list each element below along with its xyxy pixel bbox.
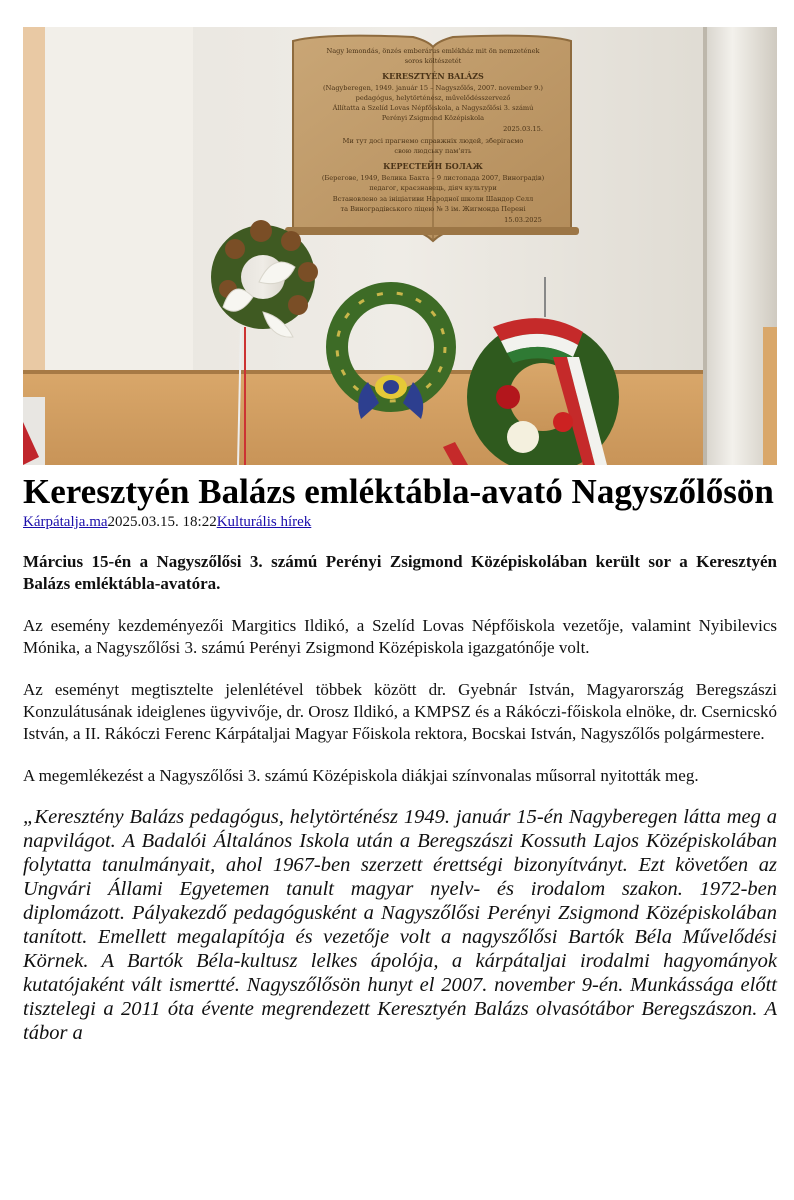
plaque-line: 15.03.2025 (504, 216, 542, 224)
publish-date: 2025.03.15. 18:22 (107, 514, 217, 530)
article-paragraph: Az esemény kezdeményezői Margitics Ildikó, a Szelíd Lovas Népfőiskola vezetője, valamint Nyibilevics Mónika, a Nagyszőlősi 3. számú Perényi Zsigmond Középiskola igazgatónője volt. (23, 616, 777, 657)
article-paragraph: Az eseményt megtisztelte jelenlétével többek között dr. Gyebnár István, Magyarország Beregszászi Konzulátusának ideiglenes ügyvivője, dr. Orosz Ildikó, a KMPSZ és a Rákóczi-főiskola elnöke, dr. Csernicskó István, a II. Rákóczi Ferenc Kárpátaljai Magyar Főiskola rektora, Bocskai István, Nagyszőlős polgármestere. (23, 680, 777, 743)
article-meta (23, 513, 777, 531)
category-link[interactable]: Kulturális hírek (216, 514, 312, 530)
article-paragraph: A megemlékezést a Nagyszőlősi 3. számú Középiskola diákjai színvonalas műsorral nyitották meg. (23, 766, 699, 785)
article-lead: Március 15-én a Nagyszőlősi 3. számú Perényi Zsigmond Középiskolában került sor a Keresztyén Balázs emléktábla-avatóra. (23, 552, 777, 593)
source-link[interactable]: Kárpátalja.ma (23, 514, 108, 530)
plaque-line: Встановлено за ініціативи Народної школи Шандор Селл (332, 195, 534, 203)
memorial-plaque (285, 36, 579, 241)
plaque-line: (Nagyberegen, 1949. január 15 – Nagyszőlős, 2007. november 9.) (323, 84, 543, 92)
plaque-line: свою людську пам'ять (394, 147, 472, 155)
plaque-line: КЕРЕСТЕЙН БОЛАЖ (383, 161, 483, 171)
plaque-line: Ми тут досі прагнемо справжніх людей, зберігаємо (342, 137, 524, 145)
article-photo (23, 27, 777, 465)
plaque-line: та Виноградівського ліцею № 3 ім. Жигмонда Перені (340, 205, 526, 213)
biography-quote: „Keresztény Balázs pedagógus, helytörténész 1949. január 15-én Nagyberegen látta meg a napvilágot. A Badalói Általános Iskola után a Beregszászi Kossuth Lajos Középiskolában folytatta tanulmányait, ahol 1967-ben szerzett érettségi bizonyítványt. Ezt követően az Ungvári Állami Egyetemen tanult magyar nyelv- és irodalom szakon. 1972-ben diplomázott. Pályakezdő pedagógusként a Nagyszőlősi Perényi Zsigmond Középiskolában tanított. Emellett megalapítója és vezetője volt a nagyszőlősi Bartók Béla Művelődési Körnek. A Bartók Béla-kultusz lelkes ápolója, a kárpátaljai irodalmi hagyományok kutatójaként vált ismertté. Nagyszőlősön hunyt el 2007. november 9-én. Munkássága előtt tisztelegi a 2011 óta évente megrendezett Keresztyén Balázs olvasótábor Beregszászon. A tábor a (23, 806, 777, 1044)
article-title: Keresztyén Balázs emléktábla-avató Nagyszőlősön (23, 472, 774, 511)
plaque-line: Állítatta a Szelíd Lovas Népfőiskola, a Nagyszőlősi 3. számú (332, 104, 534, 112)
plaque-line: Perényi Zsigmond Középiskola (381, 114, 485, 122)
memorial-plaque-photo (23, 27, 777, 465)
plaque-line: KERESZTYÉN BALÁZS (382, 71, 484, 81)
plaque-line: soros költészetét (404, 57, 462, 65)
article (23, 472, 777, 1045)
plaque-line: pedagógus, helytörténész, művelődésszervező (355, 94, 511, 102)
plaque-line: Nagy lemondás, önzés emberárus emlékház mit ön nemzetének (326, 47, 540, 55)
plaque-line: 2025.03.15. (503, 125, 543, 133)
plaque-line: педагог, краєзнавець, діяч культури (369, 184, 497, 192)
plaque-line: (Берегове, 1949, Велика Бакта – 9 листопада 2007, Виноградів) (321, 174, 545, 182)
